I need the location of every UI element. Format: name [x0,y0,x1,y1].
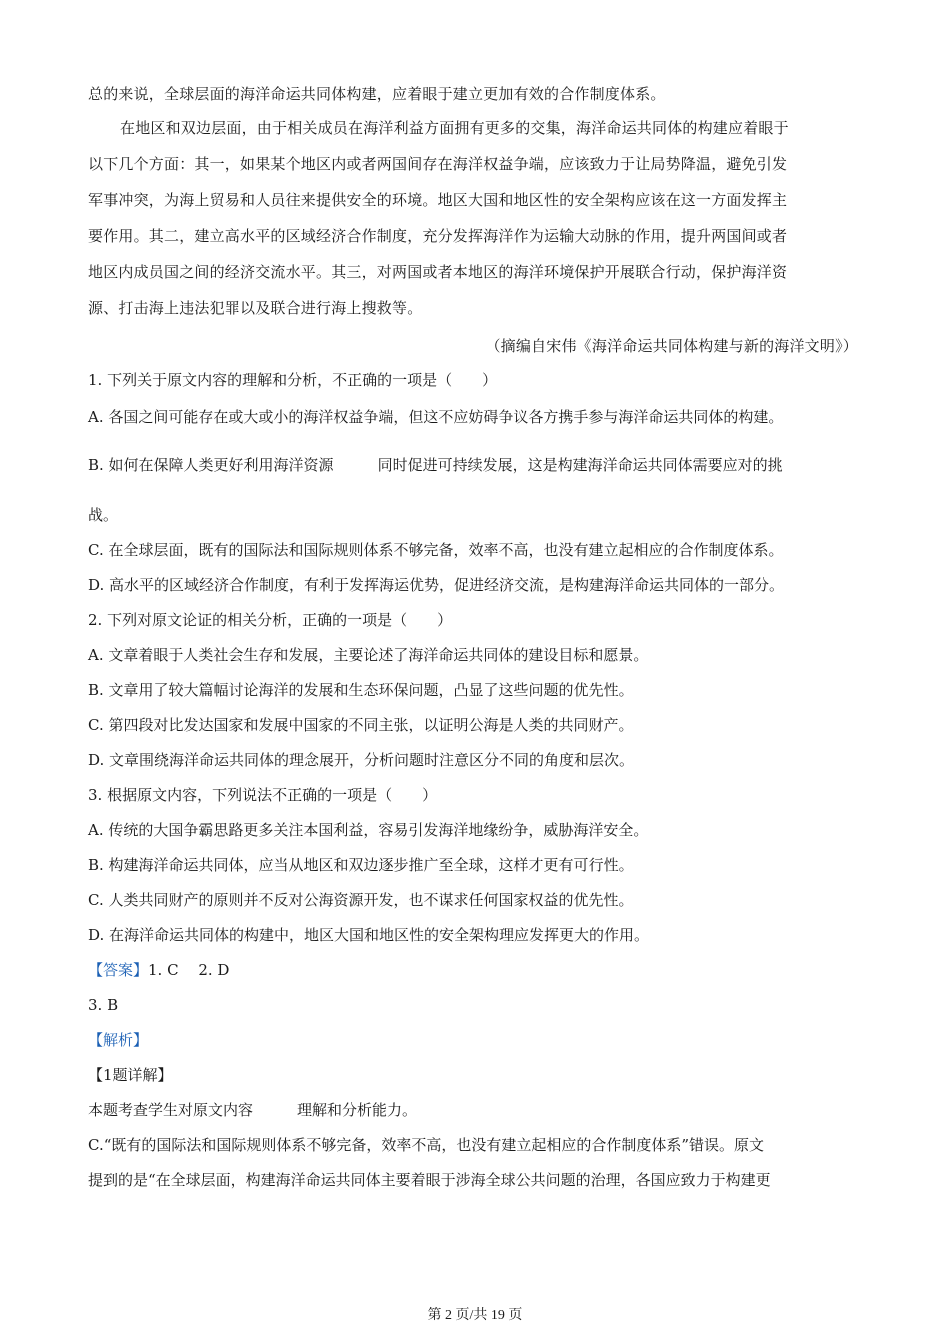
analysis-label: 【解析】 [88,1031,149,1049]
question-2-stem: 2. 下列对原文论证的相关分析，正确的一项是（ ） [88,611,453,629]
passage-line: 军事冲突，为海上贸易和人员往来提供安全的环境。地区大国和地区性的安全架构应该在这一方面发挥主 [88,191,788,209]
passage-source: （摘编自宋伟《海洋命运共同体构建与新的海洋文明》） [485,337,858,355]
analysis-line: 提到的是“在全球层面，构建海洋命运共同体主要着眼于涉海全球公共问题的治理，各国应致力于构建更 [88,1171,771,1189]
question-3-option-c: C. 人类共同财产的原则并不反对公海资源开发，也不谋求任何国家权益的优先性。 [88,891,634,909]
answer-values: 1. C 2. D [148,961,230,979]
passage-line: 以下几个方面：其一，如果某个地区内或者两国间存在海洋权益争端，应该致力于让局势降温，避免引发 [88,155,788,173]
question-3-option-a: A. 传统的大国争霸思路更多关注本国利益，容易引发海洋地缘纷争，威胁海洋安全。 [88,821,649,839]
answer-line-2: 3. B [88,996,119,1014]
question-2-option-c: C. 第四段对比发达国家和发展中国家的不同主张，以证明公海是人类的共同财产。 [88,716,634,734]
question-1-option-a: A. 各国之间可能存在或大或小的海洋权益争端，但这不应妨碍争议各方携手参与海洋命运共同体的构建。 [88,408,784,426]
question-2-option-a: A. 文章着眼于人类社会生存和发展，主要论述了海洋命运共同体的建设目标和愿景。 [88,646,649,664]
question-1-option-b-cont: 战。 [88,506,119,524]
question-2-option-b: B. 文章用了较大篇幅讨论海洋的发展和生态环保问题，凸显了这些问题的优先性。 [88,681,634,699]
question-1-option-b [88,455,858,475]
question-1-option-c: C. 在全球层面，既有的国际法和国际规则体系不够完备，效率不高，也没有建立起相应的合作制度体系。 [88,541,784,559]
question-1-stem: 1. 下列关于原文内容的理解和分析，不正确的一项是（ ） [88,371,498,389]
question-3-stem: 3. 根据原文内容，下列说法不正确的一项是（ ） [88,786,438,804]
analysis-subheading: 【1题详解】 [88,1066,173,1084]
analysis-line: C.“既有的国际法和国际规则体系不够完备，效率不高，也没有建立起相应的合作制度体系”错误。原文 [88,1136,765,1154]
analysis-line-part1: 本题考查学生对原文内容 [88,1101,254,1119]
analysis-line [88,1100,858,1120]
passage-paragraph-tail: 总的来说，全球层面的海洋命运共同体构建，应着眼于建立更加有效的合作制度体系。 [88,85,666,103]
question-3-option-d: D. 在海洋命运共同体的构建中，地区大国和地区性的安全架构理应发挥更大的作用。 [88,926,650,944]
passage-line: 地区内成员国之间的经济交流水平。其三，对两国或者本地区的海洋环境保护开展联合行动，保护海洋资 [88,263,788,281]
question-1-option-d: D. 高水平的区域经济合作制度，有利于发挥海运优势，促进经济交流，是构建海洋命运共同体的一部分。 [88,576,785,594]
option-b-part1: B. 如何在保障人类更好利用海洋资源 [88,456,334,474]
passage-line: 要作用。其二，建立高水平的区域经济合作制度，充分发挥海洋作为运输大动脉的作用，提升两国间或者 [88,227,788,245]
page-footer: 第 2 页/共 19 页 [427,1308,523,1323]
question-3-option-b: B. 构建海洋命运共同体，应当从地区和双边逐步推广至全球，这样才更有可行性。 [88,856,634,874]
answer-line [88,960,858,980]
question-2-option-d: D. 文章围绕海洋命运共同体的理念展开，分析问题时注意区分不同的角度和层次。 [88,751,635,769]
passage-line: 在地区和双边层面，由于相关成员在海洋利益方面拥有更多的交集，海洋命运共同体的构建应着眼于 [120,119,789,137]
answer-label: 【答案】 [88,961,149,979]
option-b-part2: 同时促进可持续发展，这是构建海洋命运共同体需要应对的挑 [377,456,783,474]
passage-line: 源、打击海上违法犯罪以及联合进行海上搜救等。 [88,299,423,317]
analysis-line-part2: 理解和分析能力。 [297,1101,418,1119]
